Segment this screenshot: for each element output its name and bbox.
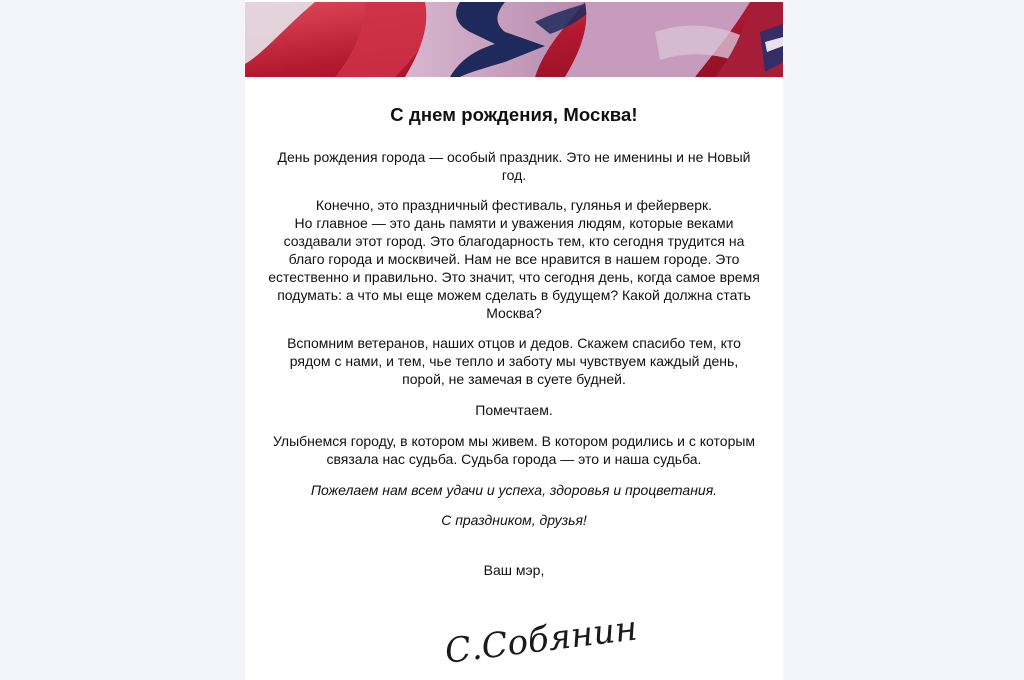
paragraph-3: Вспомним ветеранов, наших отцов и дедов. Скажем спасибо тем, кто рядом с нами, и тем, чье тепло и заботу мы чувствуем каждый день, порой, не замечая в суете будней. (287, 335, 741, 387)
closing-line: Ваш мэр, (483, 562, 545, 578)
paragraph-2-body: Но главное — это дань памяти и уважения людям, которые веками создавали этот город. Это благодарность тем, кто сегодня трудится на благо города и москвичей. Нам не все нравится в нашем городе. Это естественно и правильно. Это значит, что сегодня день, когда самое время подумать: а что мы еще можем сделать в будущем? Какой должна стать Москва? (268, 215, 760, 321)
paragraph-6: Пожелаем нам всем удачи и успеха, здоровья и процветания. (310, 482, 718, 498)
flag-banner-image (245, 2, 783, 77)
paragraph-4: Помечтаем. (475, 402, 553, 418)
paragraph-7: С праздником, друзья! (441, 512, 587, 528)
paragraph-2-line-1: Конечно, это праздничный фестиваль, гулянья и фейерверк. (315, 197, 713, 213)
letter-body (245, 102, 783, 579)
flag-illustration (245, 2, 783, 77)
paragraph-5: Улыбнемся городу, в котором мы живем. В котором родились и с которым связала нас судьба. Судьба города — это и наша судьба. (272, 433, 756, 467)
signature-text: С.Собянин (442, 608, 640, 672)
paragraph-2 (245, 196, 783, 322)
letter-title: С днем рождения, Москва! (390, 104, 638, 125)
paragraph-1: День рождения города — особый праздник. Это не именины и не Новый год. (277, 149, 751, 183)
letter-page (245, 0, 783, 680)
signature-image (442, 606, 640, 672)
